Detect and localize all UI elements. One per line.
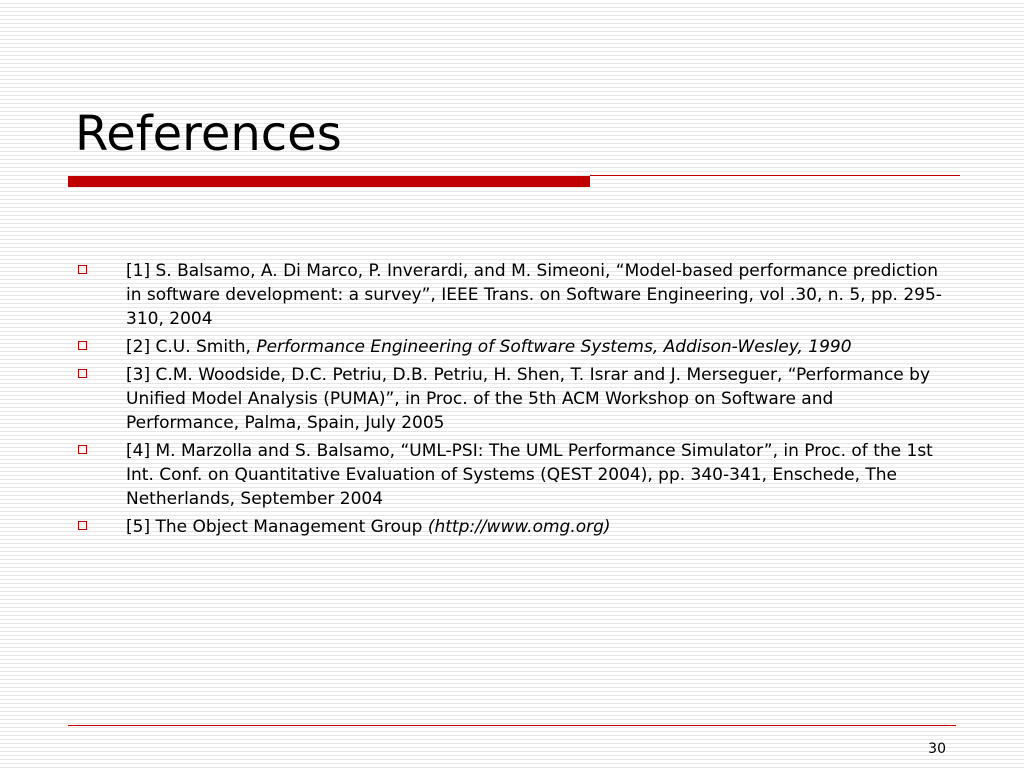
title-underline-rule [590, 175, 960, 176]
reference-item-1 [78, 259, 948, 331]
reference-item-3 [78, 363, 948, 435]
reference-text [126, 337, 852, 357]
reference-plain-text: [1] S. Balsamo, A. Di Marco, P. Inverardi, and M. Simeoni, “Model-based performance prediction in software development: a survey”, IEEE Trans. on Software Engineering, vol .30, n. 5, pp. 295-310, 2004 [126, 261, 942, 329]
reference-text [126, 517, 611, 537]
reference-plain-text: [2] C.U. Smith, [126, 337, 257, 357]
reference-italic-text: (http://www.omg.org) [427, 517, 611, 537]
reference-plain-text: [5] The Object Management Group [126, 517, 428, 537]
square-bullet-icon [78, 369, 87, 378]
page-number: 30 [928, 741, 946, 757]
reference-italic-text: Performance Engineering of Software Systems, Addison-Wesley, 1990 [256, 337, 852, 357]
reference-text [126, 365, 930, 433]
slide-title: References [75, 106, 342, 162]
reference-text [126, 441, 933, 509]
reference-item-2 [78, 335, 948, 359]
square-bullet-icon [78, 265, 87, 274]
square-bullet-icon [78, 521, 87, 530]
square-bullet-icon [78, 341, 87, 350]
reference-plain-text: [3] C.M. Woodside, D.C. Petriu, D.B. Petriu, H. Shen, T. Israr and J. Merseguer, “Performance by Unified Model Analysis (PUMA)”, in Proc. of the 5th ACM Workshop on Software and Performance, Palma, Spain, July 2005 [126, 365, 931, 433]
title-underline-bar [68, 176, 590, 187]
reference-list [78, 259, 948, 543]
reference-item-4 [78, 439, 948, 511]
reference-text [126, 261, 942, 329]
footer-rule [68, 725, 956, 726]
square-bullet-icon [78, 445, 87, 454]
reference-item-5 [78, 515, 948, 539]
reference-plain-text: [4] M. Marzolla and S. Balsamo, “UML-PSI: The UML Performance Simulator”, in Proc. of the 1st Int. Conf. on Quantitative Evaluation of Systems (QEST 2004), pp. 340-341, Enschede, The Netherlands, September 2004 [126, 441, 933, 509]
